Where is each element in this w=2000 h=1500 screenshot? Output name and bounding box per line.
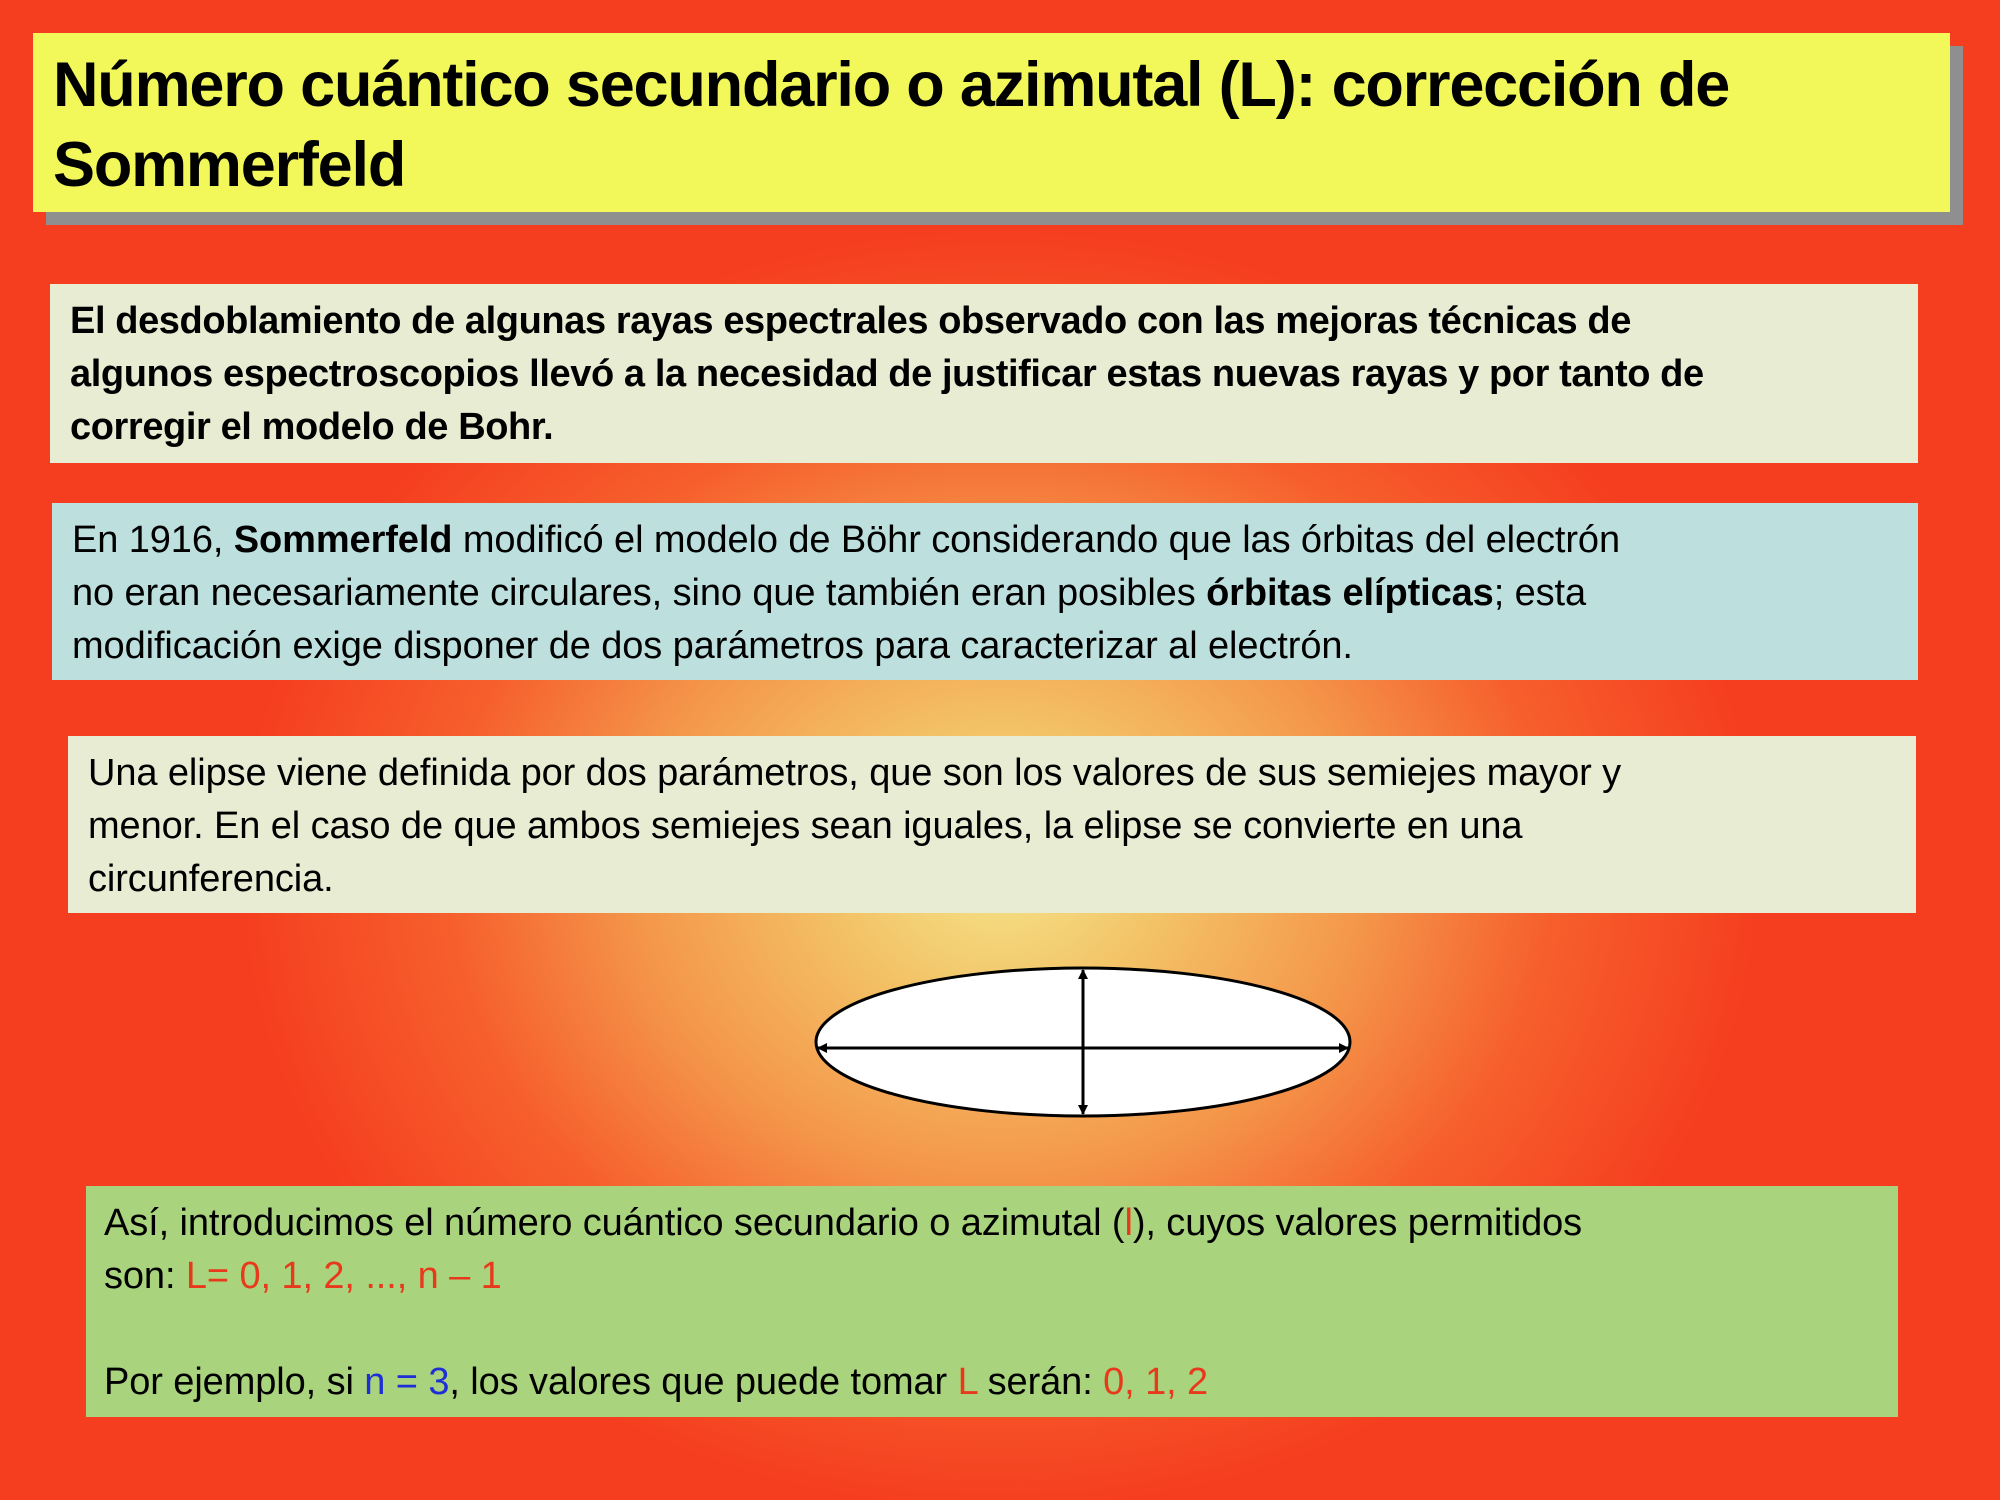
p2-line-1 bbox=[72, 514, 1898, 567]
slide-title bbox=[33, 33, 1950, 212]
p4-text: Así, introducimos el número cuántico secundario o azimutal ( bbox=[104, 1202, 1125, 1244]
p4-allowed-values: L= 0, 1, 2, ..., n – 1 bbox=[185, 1255, 502, 1297]
p4-text: ), cuyos valores permitidos bbox=[1132, 1202, 1583, 1244]
ellipse-diagram bbox=[800, 950, 1360, 1130]
paragraph-azimuthal-number bbox=[86, 1186, 1898, 1417]
p4-text: serán: bbox=[977, 1361, 1104, 1403]
paragraph-spectral-lines bbox=[50, 284, 1918, 463]
p2-text: no eran necesariamente circulares, sino que también eran posibles bbox=[72, 572, 1207, 614]
p2-text: modificó el modelo de Böhr considerando que las órbitas del electrón bbox=[452, 519, 1620, 561]
p4-L-symbol: L bbox=[957, 1361, 978, 1403]
p2-text: ; esta bbox=[1493, 572, 1587, 614]
p4-text: , los valores que puede tomar bbox=[449, 1361, 958, 1403]
p4-example-values: 0, 1, 2 bbox=[1103, 1361, 1209, 1403]
paragraph-sommerfeld bbox=[52, 503, 1918, 680]
paragraph-ellipse bbox=[68, 736, 1916, 913]
p4-n-value: 3 bbox=[428, 1361, 450, 1403]
p2-text: En 1916, bbox=[72, 519, 234, 561]
p4-text: son: bbox=[104, 1255, 186, 1297]
title-line-1: Número cuántico secundario o azimutal (L): corrección de bbox=[53, 50, 1730, 120]
p2-sommerfeld-bold: Sommerfeld bbox=[233, 519, 453, 561]
p4-n-symbol: n bbox=[364, 1361, 386, 1403]
p4-line-1 bbox=[104, 1197, 1880, 1250]
p3-line-2: menor. En el caso de que ambos semiejes sean iguales, la elipse se convierte en una bbox=[88, 805, 1523, 847]
p3-line-3: circunferencia. bbox=[88, 858, 334, 900]
p4-line-3 bbox=[104, 1356, 1880, 1409]
p1-line-2: algunos espectroscopios llevó a la necesidad de justificar estas nuevas rayas y por tanto de bbox=[70, 353, 1704, 395]
p4-text: Por ejemplo, si bbox=[104, 1361, 365, 1403]
p4-spacer bbox=[104, 1303, 1880, 1356]
p4-line-2 bbox=[104, 1250, 1880, 1303]
title-line-2: Sommerfeld bbox=[53, 130, 406, 200]
p2-line-2 bbox=[72, 567, 1898, 620]
p4-l-symbol: l bbox=[1124, 1202, 1133, 1244]
p3-line-1: Una elipse viene definida por dos parámetros, que son los valores de sus semiejes mayor y bbox=[88, 752, 1622, 794]
p4-equals: = bbox=[385, 1361, 429, 1403]
p1-line-1: El desdoblamiento de algunas rayas espectrales observado con las mejoras técnicas de bbox=[70, 300, 1631, 342]
p2-line-3: modificación exige disponer de dos parámetros para caracterizar al electrón. bbox=[72, 625, 1353, 667]
p1-line-3: corregir el modelo de Bohr. bbox=[70, 406, 554, 448]
p2-elliptic-bold: órbitas elípticas bbox=[1206, 572, 1494, 614]
